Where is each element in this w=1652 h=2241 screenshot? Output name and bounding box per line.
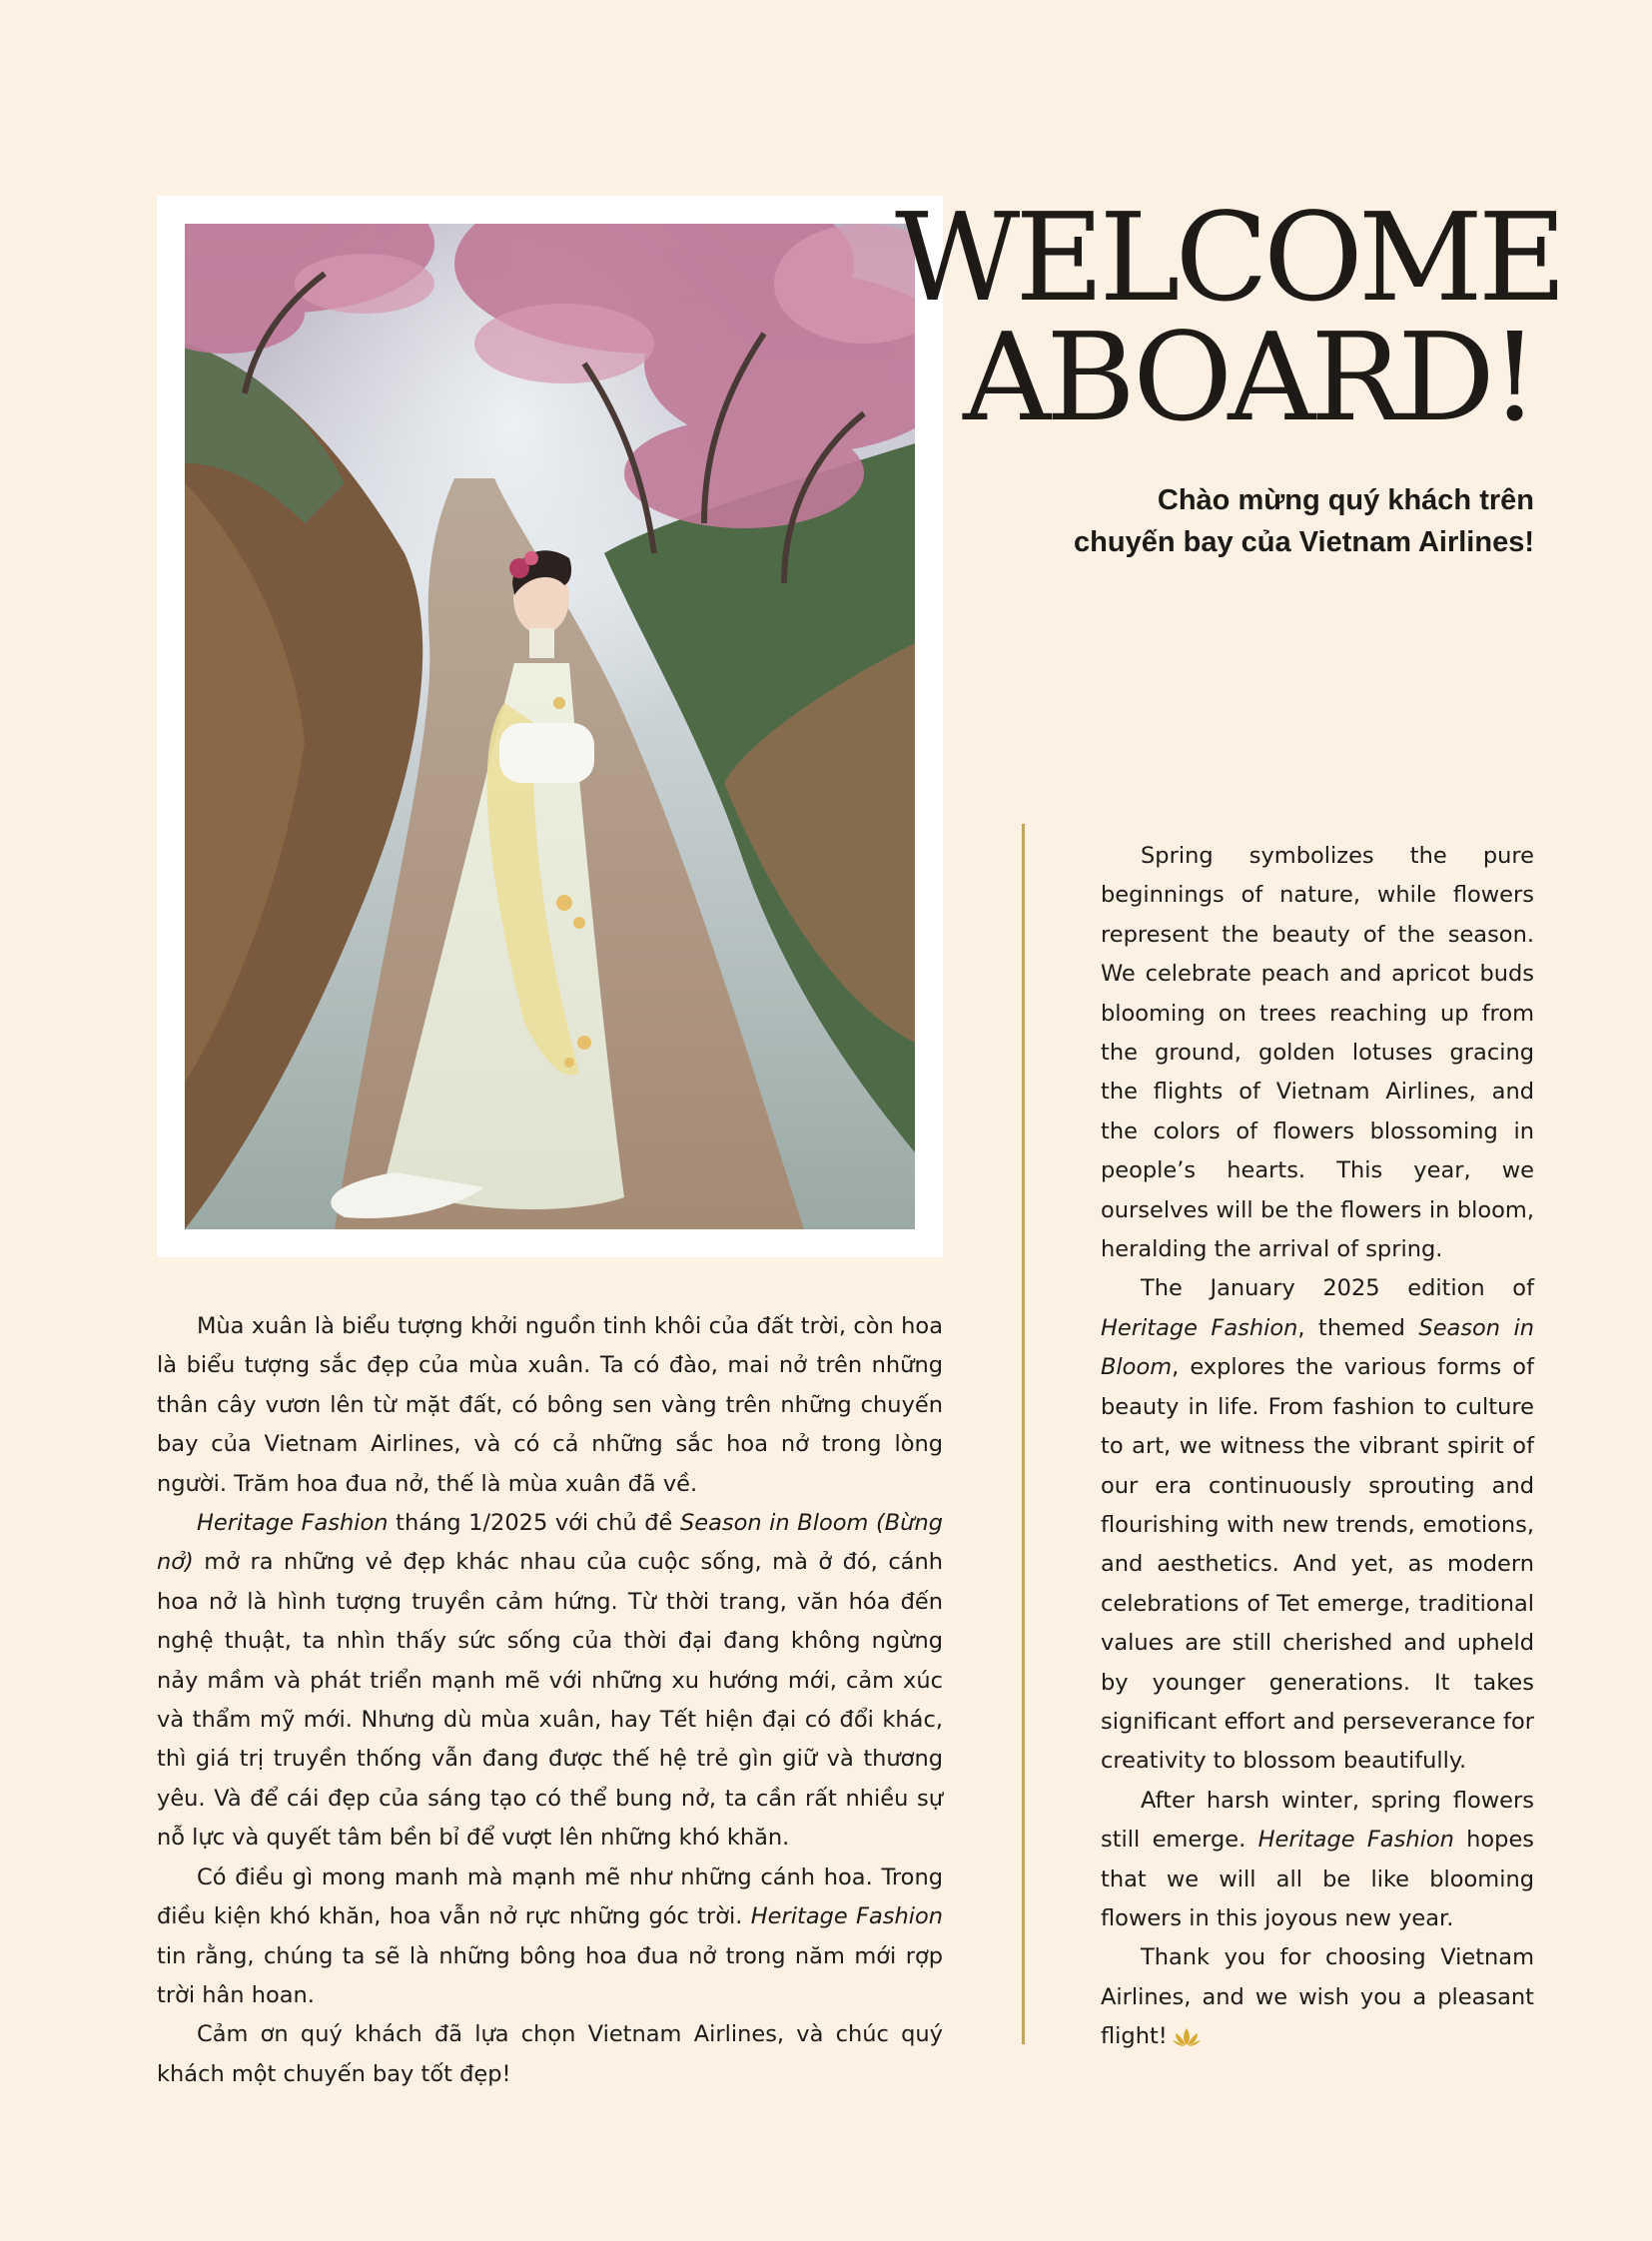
vi-p2-italic-1: Heritage Fashion	[197, 1510, 389, 1537]
en-paragraph-3	[1101, 1782, 1534, 1939]
cover-photo	[185, 224, 915, 1229]
en-p4-text: Thank you for choosing Vietnam Airlines, and we wish you a pleasant flight!	[1101, 1944, 1534, 2050]
subtitle-line-2: chuyến bay của Vietnam Airlines!	[1074, 526, 1534, 558]
vi-p2-text-2: mở ra những vẻ đẹp khác nhau của cuộc sống, mà ở đó, cánh hoa nở là hình tượng truyền cảm hứng. Từ thời trang, văn hóa đến nghệ thuật, ta nhìn thấy sức sống của thời đại đang không ngừng nảy mầm và phát triển mạnh mẽ với những xu hướng mới, cảm xúc và thẩm mỹ mới. Nhưng dù mùa xuân, hay Tết hiện đại có đổi khác, thì giá trị truyền thống vẫn đang được thế hệ trẻ gìn giữ và thương yêu. Và để cái đẹp của sáng tạo có thể bung nở, ta cần rất nhiều sự nỗ lực và quyết tâm bền bỉ để vượt lên những khó khăn.	[157, 1549, 943, 1852]
subtitle	[915, 479, 1534, 563]
vietnamese-column	[157, 1307, 943, 2094]
vi-paragraph-3	[157, 1859, 943, 2016]
column-divider	[1022, 824, 1025, 2044]
photo-frame	[157, 196, 943, 1257]
en-paragraph-4	[1101, 1938, 1534, 2056]
vi-paragraph-4: Cảm ơn quý khách đã lựa chọn Vietnam Airlines, và chúc quý khách một chuyến bay tốt đẹp!	[157, 2021, 943, 2087]
lotus-icon	[1172, 2026, 1202, 2048]
en-paragraph-1: Spring symbolizes the pure beginnings of nature, while flowers represent the beauty of the season. We celebrate peach and apricot buds blooming on trees reaching up from the ground, golden lotuses gracing the flights of Vietnam Airlines, and the colors of flowers blossoming in people’s hearts. This year, we ourselves will be the flowers in bloom, heralding the arrival of spring.	[1101, 843, 1534, 1263]
vi-p3-text-2: tin rằng, chúng ta sẽ là những bông hoa đua nở trong năm mới rợp trời hân hoan.	[157, 1942, 943, 2008]
subtitle-line-1: Chào mừng quý khách trên	[1157, 484, 1534, 516]
en-p3-italic: Heritage Fashion	[1257, 1827, 1454, 1854]
vi-p2-italic-2: Season in Bloom (Bừng nở)	[157, 1510, 943, 1576]
en-p2-text-3: , explores the various forms of beauty in life. From fashion to culture to art, we witness the vibrant spirit of our era continuously sprouting and flourishing with new trends, emotions, and aesthetics. And yet, as modern celebrations of Tet emerge, traditional values are still cherished and upheld by younger generations. It takes significant effort and perseverance for creativity to blossom beautifully.	[1101, 1354, 1534, 1775]
english-column	[1101, 837, 1534, 2057]
en-p2-text-1: The January 2025 edition of	[1141, 1275, 1534, 1302]
vi-p3-text-1: Có điều gì mong manh mà mạnh mẽ như những cánh hoa. Trong điều kiện khó khăn, hoa vẫn nở rực những góc trời.	[157, 1864, 943, 1930]
title-line-1: WELCOME	[895, 187, 1562, 329]
vi-paragraph-2	[157, 1504, 943, 1859]
en-p2-italic-2: Season in Bloom	[1101, 1314, 1535, 1381]
en-p2-italic-1: Heritage Fashion	[1101, 1314, 1298, 1341]
en-p2-text-2: , themed	[1297, 1314, 1419, 1341]
en-p3-text-1: After harsh winter, spring flowers still emerge.	[1101, 1787, 1534, 1854]
en-p3-text-2: hopes that we will all be like blooming flowers in this joyous new year.	[1101, 1827, 1535, 1931]
vi-p3-italic: Heritage Fashion	[750, 1903, 944, 1930]
vi-p2-text-1: tháng 1/2025 với chủ đề	[388, 1510, 680, 1537]
page-title	[895, 187, 1562, 448]
en-paragraph-2	[1101, 1269, 1534, 1781]
title-line-2: ABOARD!	[963, 307, 1534, 448]
vi-paragraph-1: Mùa xuân là biểu tượng khởi nguồn tinh khôi của đất trời, còn hoa là biểu tượng sắc đẹp của mùa xuân. Ta có đào, mai nở trên những thân cây vươn lên từ mặt đất, có bông sen vàng trên những chuyến bay của Vietnam Airlines, và có cả những sắc hoa nở trong lòng người. Trăm hoa đua nở, thế là mùa xuân đã về.	[157, 1313, 943, 1497]
